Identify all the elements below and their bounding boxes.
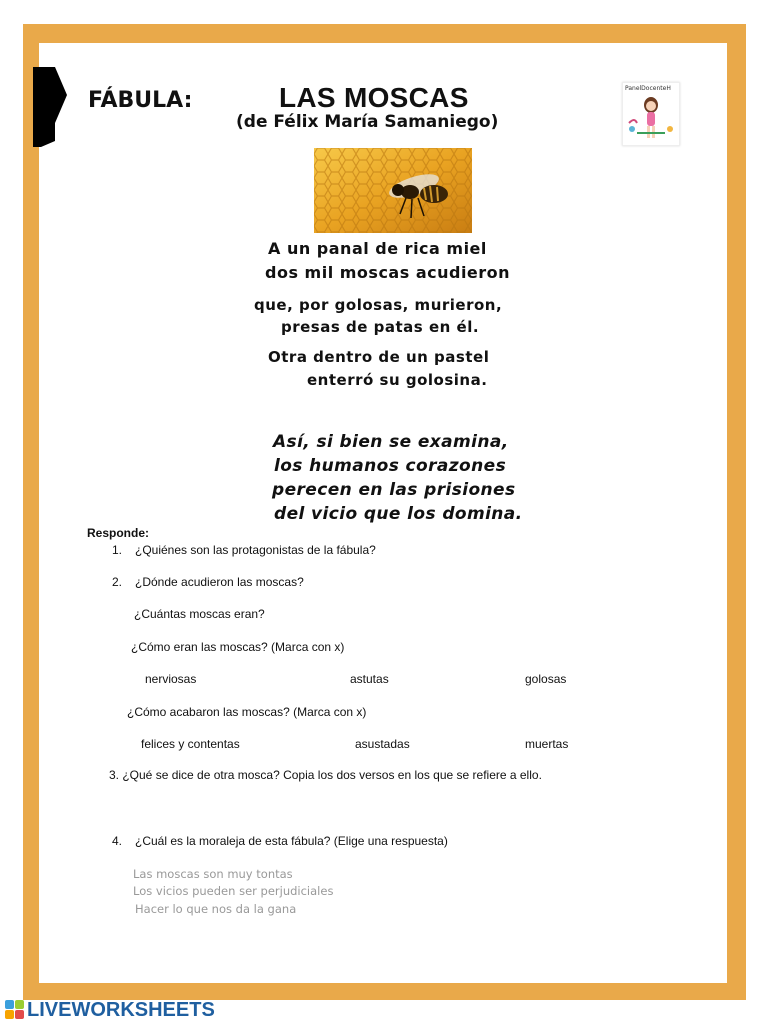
avatar [622,82,680,146]
question-number: 2. [112,575,123,589]
option-checkbox-asustadas[interactable]: asustadas [355,737,410,751]
question-3: 3. ¿Qué se dice de otra mosca? Copia los dos versos en los que se refiere a ello. [109,768,542,782]
poem-verse: enterró su golosina. [307,371,488,389]
bee-honeycomb-image [314,148,472,233]
moral-verse: perecen en las prisiones [272,480,516,500]
option-checkbox-golosas[interactable]: golosas [525,672,567,686]
moral-verse: Así, si bien se examina, [273,432,509,452]
questions-heading: Responde: [87,526,150,540]
moral-verse: los humanos corazones [274,456,507,476]
moral-verse: del vicio que los domina. [274,504,523,524]
option-checkbox-felices[interactable]: felices y contentas [141,737,240,751]
question-2b: ¿Cuántas moscas eran? [134,607,265,621]
poem-verse: Otra dentro de un pastel [268,348,490,366]
question-1: ¿Quiénes son las protagonistas de la fábula? [135,543,376,557]
page-title: LAS MOSCAS [279,82,469,113]
answer-option[interactable]: Las moscas son muy tontas [133,867,293,881]
question-number: 4. [112,834,123,848]
question-2d: ¿Cómo acabaron las moscas? (Marca con x) [127,705,367,719]
poem-verse: dos mil moscas acudieron [265,263,511,282]
option-checkbox-astutas[interactable]: astutas [350,672,389,686]
poem-verse: presas de patas en él. [281,318,480,336]
poem-verse: que, por golosas, murieron, [254,296,503,314]
author-line: (de Félix María Samaniego) [236,112,499,132]
question-2c: ¿Cómo eran las moscas? (Marca con x) [131,640,345,654]
poem-verse: A un panal de rica miel [268,239,487,258]
question-4: ¿Cuál es la moraleja de esta fábula? (Elige una respuesta) [135,834,448,848]
bookmark-tab-icon [33,67,67,147]
answer-option[interactable]: Hacer lo que nos da la gana [135,902,297,916]
liveworksheets-wordmark: LIVEWORKSHEETS [27,999,215,1021]
avatar-caption: PanelDocenteH [625,85,671,92]
option-checkbox-nerviosas[interactable]: nerviosas [145,672,197,686]
question-number: 1. [112,543,123,557]
avatar-illustration [623,83,679,145]
question-2: ¿Dónde acudieron las moscas? [135,575,304,589]
answer-option[interactable]: Los vicios pueden ser perjudiciales [133,884,334,898]
liveworksheets-icon [5,1000,25,1020]
genre-label: FÁBULA: [88,88,193,113]
option-checkbox-muertas[interactable]: muertas [525,737,569,751]
